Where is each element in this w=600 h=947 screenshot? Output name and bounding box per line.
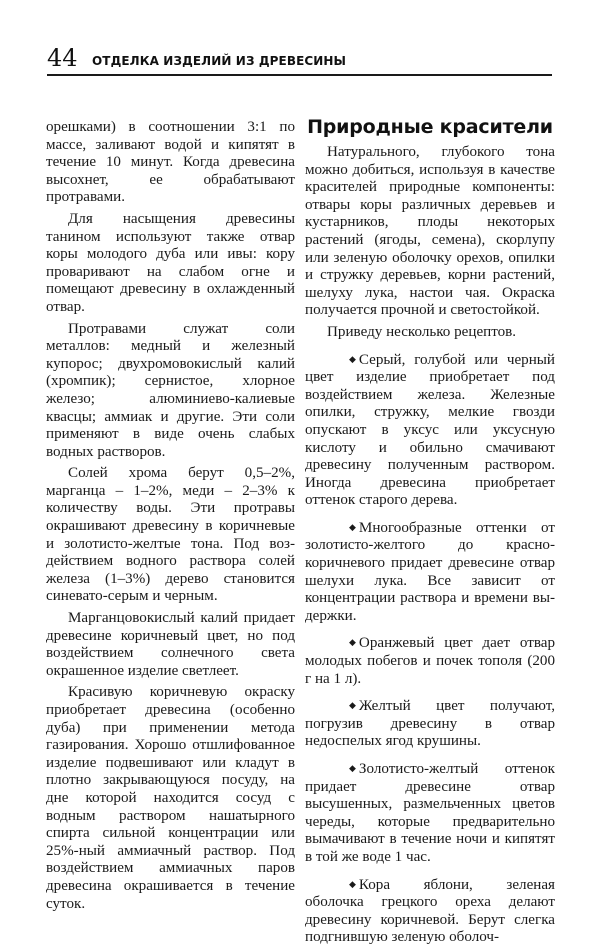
- diamond-bullet-icon: ◆: [349, 878, 356, 889]
- recipe-item: [305, 519, 555, 626]
- page-header: [47, 44, 552, 76]
- diamond-bullet-icon: ◆: [349, 353, 356, 364]
- paragraph: орешками) в соотношении 3:1 по массе, заливают водой и кипятят в течение 10 минут. Когда древесина высохнет, ее обрабатывают протравами.: [46, 119, 295, 206]
- paragraph: Приведу несколько рецептов.: [327, 323, 517, 340]
- running-title: ОТДЕЛКА ИЗДЕЛИЙ ИЗ ДРЕВЕСИНЫ: [92, 54, 347, 68]
- page-number: 44: [47, 44, 78, 72]
- recipe-text: Желтый цвет получают, погрузив древесину в отвар недоспелых ягод крушины.: [305, 698, 555, 750]
- right-column: [305, 116, 555, 947]
- recipe-text: Оранжевый цвет дает отвар молодых побегов и почек тополя (200 г на 1 л).: [305, 635, 555, 687]
- recipe-text: Серый, голубой или черный цвет изделие приобретает под воздействием железа. Железные опилки, стружку, мелкие гвозди опускают в уксус или уксусную кислоту и обильно смачивают древесину полученным раствором. Иногда древесина приобретает оттенок старого дерева.: [305, 351, 555, 509]
- section-title: Природные красители: [307, 116, 553, 138]
- recipe-item: [305, 876, 555, 947]
- paragraph: Марганцовокислый калий придает древесине коричневый цвет, но под воздействием солнечного света окрашенное изделие светлеет.: [46, 610, 295, 679]
- diamond-bullet-icon: ◆: [349, 700, 356, 711]
- diamond-bullet-icon: ◆: [349, 637, 356, 648]
- diamond-bullet-icon: ◆: [349, 521, 356, 532]
- recipe-item: [305, 760, 555, 867]
- recipe-text: Кора яблони, зеленая оболочка грецкого ореха делают древесину коричневой. Берут слегка подгнившую зеленую оболоч-: [305, 876, 555, 946]
- diamond-bullet-icon: ◆: [349, 763, 356, 773]
- paragraph: Солей хрома берут 0,5–2%, марганца – 1–2%, меди – 2–3% к количеству воды. Эти протравы окрашивают древесину в коричневые и золотисто-желтые тона. Под воздействием водного раствора солей железа (1–3%) дерево становится синевато-серым и черным.: [46, 465, 295, 605]
- paragraph: Натурального, глубокого тона можно добиться, используя в качестве красителей природные компоненты: отвары коры различных деревьев и кустарников, плоды некоторых растений (ягоды, семена), скорлупу или зеленую оболочку орехов, опилки и стружку деревьев, корни растений, шелуху лука, настои чая. Окраска получается прочной и светостойкой.: [305, 144, 555, 319]
- paragraph: Для насыщения древесины танином используют также отвар коры молодого дуба или ивы: кору проваривают на слабом огне и помещают древесину в охлажденный отвар.: [46, 210, 295, 315]
- left-column: [46, 119, 295, 913]
- recipe-text: Многообразные оттенки от золотисто-желтого до красно-коричневого придает древесине отвар шелухи лука. Все зависит от концентрации раствора и времени выдержки.: [305, 519, 555, 624]
- recipe-item: [305, 697, 555, 751]
- paragraph: Красивую коричневую окраску приобретает древесина (особенно дуба) при применении метода газирования. Хорошо отшлифованное изделие подвешивают или кладут в плотно закрывающуюся посуду, на дне которой находится сосуд с водным раствором нашатырного спирта сильной концентрации или 25%-ный аммиачный раствор. Под воздействием аммиачных паров древесина окрашивается в течение суток.: [46, 684, 295, 912]
- recipe-text: Золотисто-желтый оттенок придает древесине отвар высушенных, размельченных цветов череды, которые предварительно вымачивают в течение ночи и кипятят в той же воде 1 час.: [305, 761, 555, 865]
- recipe-item: [305, 634, 555, 688]
- recipe-item: [305, 351, 555, 510]
- paragraph: Протравами служат соли металлов: медный и железный купорос; двухромовокислый калий (хромпик); сернистое, хлорное железо; алюминиево-калиевые квасцы; аммиак и другие. Эти соли применяют в виде очень слабых водных растворов.: [46, 320, 295, 460]
